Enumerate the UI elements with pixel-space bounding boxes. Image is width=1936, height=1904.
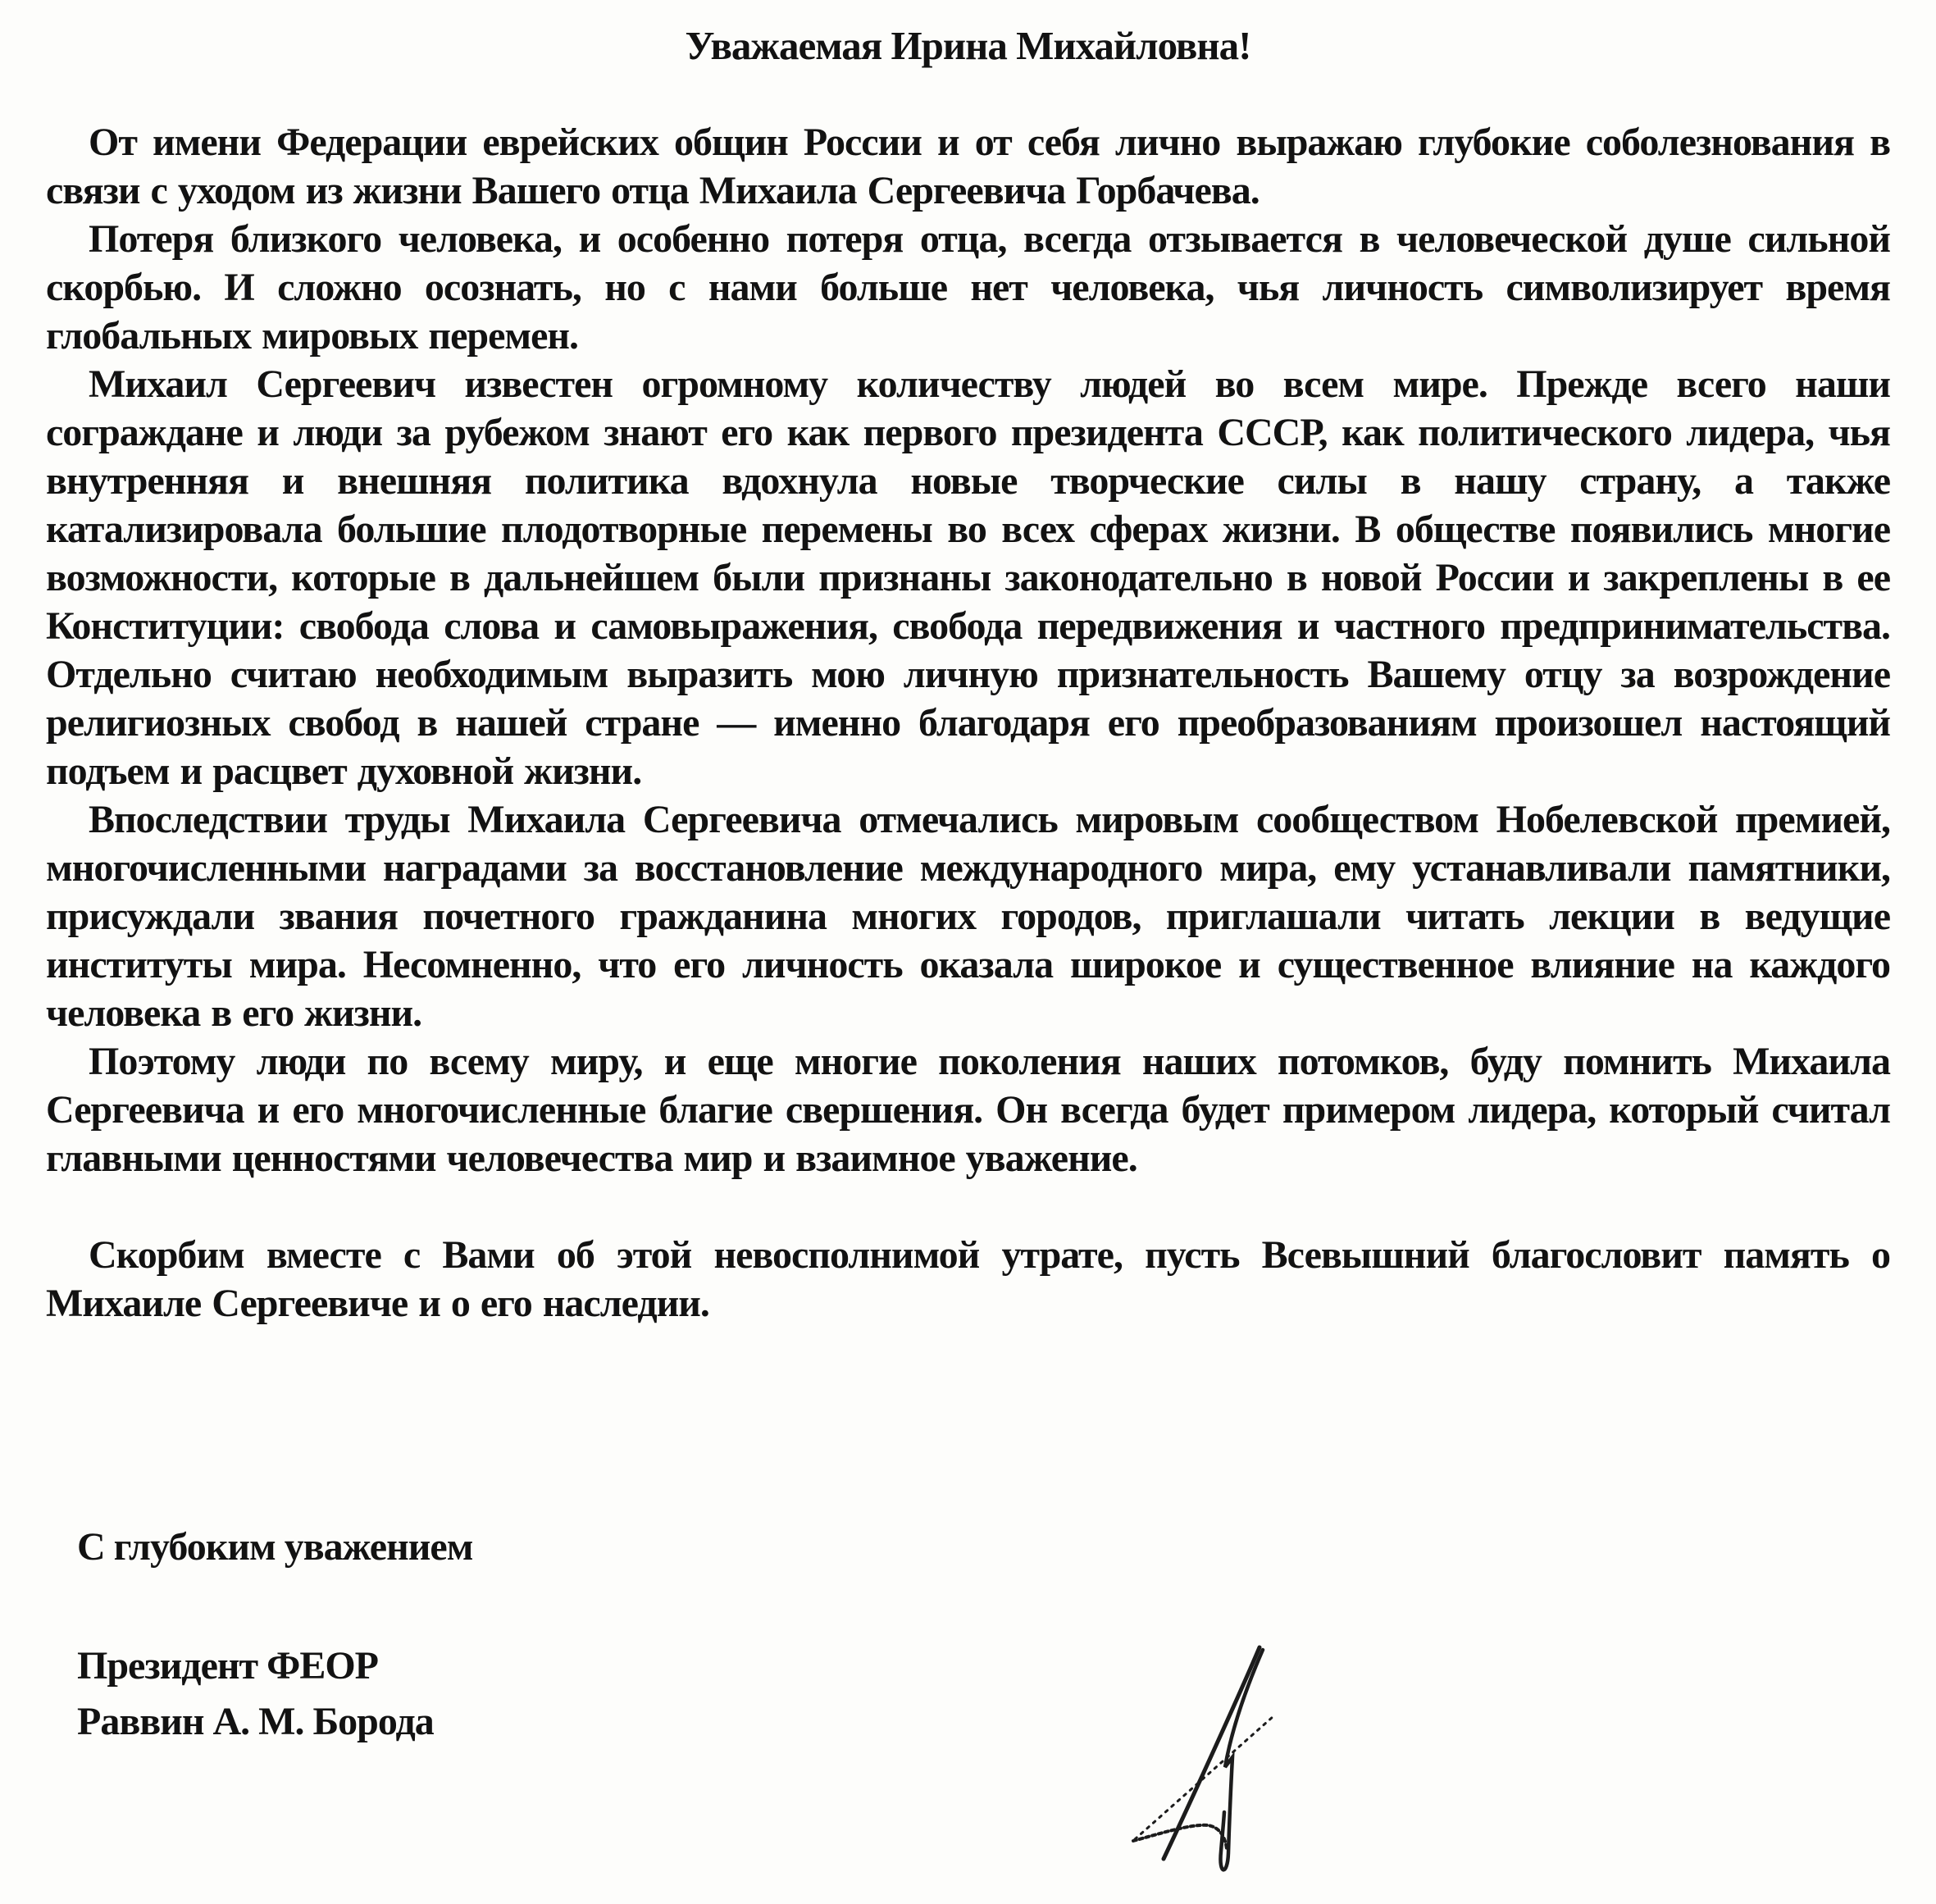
closing-block: [46, 1523, 1890, 1747]
paragraph-5: Поэтому люди по всему миру, и еще многие поколения наших потомков, буду помнить Михаила Сергеевича и его многочисленные благие свершения. Он всегда будет примером лидера, который считал главными ценностями человечества мир и взаимное уважение.: [46, 1040, 1890, 1180]
signer-title: Президент ФЕОР: [77, 1644, 378, 1688]
paragraph-4: Впоследствии труды Михаила Сергеевича отмечались мировым сообществом Нобелевской премией, многочисленными наградами за восстановление международного мира, ему устанавливали памятники, присуждали звания почетного гражданина многих городов, приглашали читать лекции в ведущие институты мира. Несомненно, что его личность оказала широкое и существенное влияние на каждого человека в его жизни.: [46, 798, 1890, 1035]
paragraph-2: Потеря близкого человека, и особенно потеря отца, всегда отзывается в человеческой душе сильной скорбью. И сложно осознать, но с нами больше нет человека, чья личность символизирует время глобальных мировых перемен.: [46, 217, 1890, 358]
paragraph-1: От имени Федерации еврейских общин России и от себя лично выражаю глубокие соболезнования в связи с уходом из жизни Вашего отца Михаила Сергеевича Горбачева.: [46, 121, 1890, 212]
signer-block: [77, 1642, 1890, 1747]
paragraph-3: Михаил Сергеевич известен огромному количеству людей во всем мире. Прежде всего наши сограждане и люди за рубежом знают его как первого президента СССР, как политического лидера, чья внутренняя и внешняя политика вдохнула новые творческие силы в нашу страну, а также катализировала большие плодотворные перемены во всех сферах жизни. В обществе появились многие возможности, которые в дальнейшем были признаны законодательно в новой России и закреплены в ее Конституции: свобода слова и самовыражения, свобода передвижения и частного предпринимательства. Отдельно считаю необходимым выразить мою личную признательность Вашему отцу за возрождение религиозных свобод в нашей стране — именно благодаря его преобразованиям произошел настоящий подъем и расцвет духовной жизни.: [46, 362, 1890, 793]
signer-name: Раввин А. М. Борода: [77, 1700, 434, 1743]
closing-salutation: С глубоким уважением: [77, 1525, 473, 1569]
letter-body: [46, 118, 1890, 1328]
paragraph-6: Скорбим вместе с Вами об этой невосполнимой утрате, пусть Всевышний благословит память о Михаиле Сергеевиче и о его наследии.: [46, 1233, 1890, 1325]
letter-title: Уважаемая Ирина Михайловна!: [685, 23, 1251, 68]
